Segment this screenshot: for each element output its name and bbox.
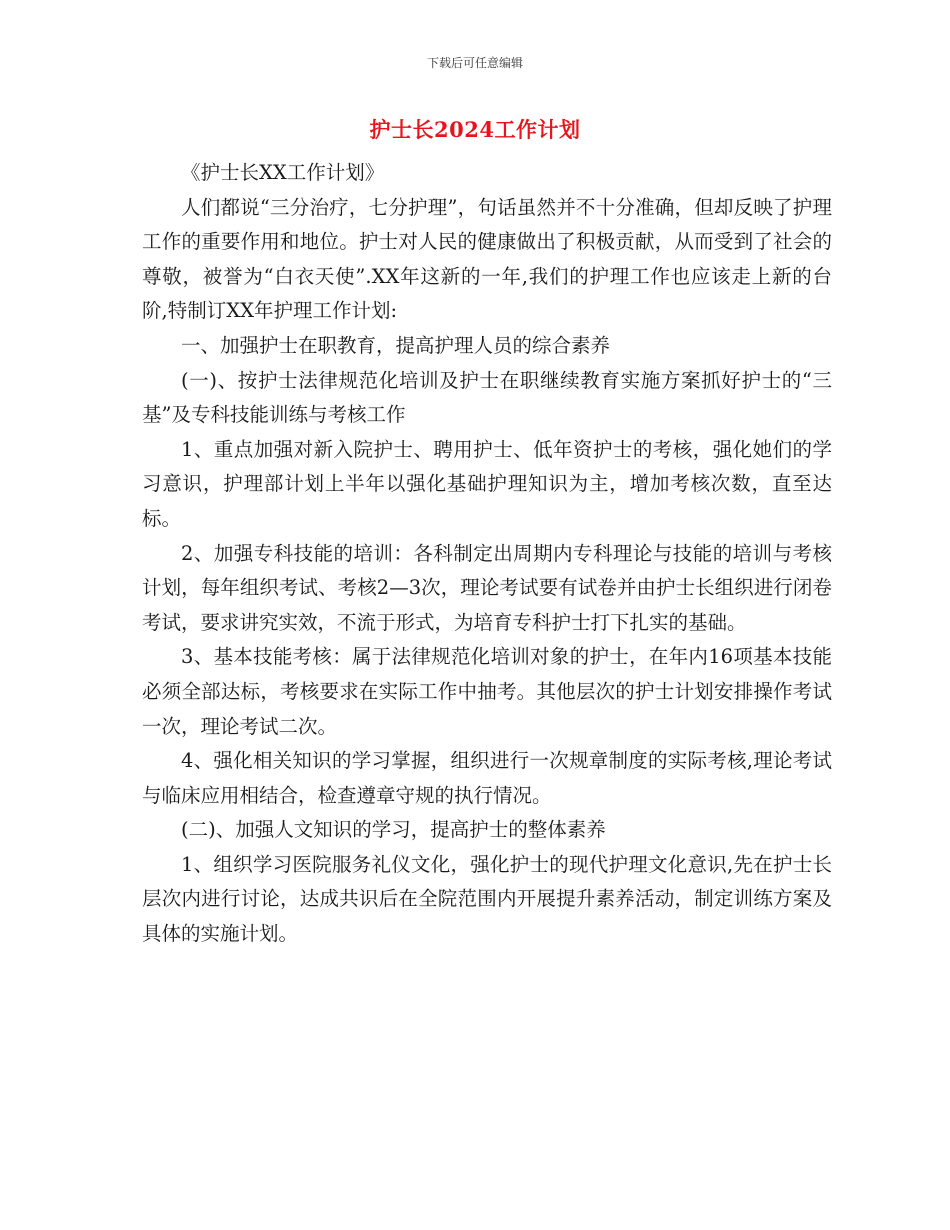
section-heading-1: 一、加强护士在职教育，提高护理人员的综合素养 [181, 333, 611, 357]
paragraph-item-2: 2、加强专科技能的培训：各科制定出周期内专科理论与技能的培训与考核计划，每年组织考试、考核2—3次，理论考试要有试卷并由护士长组织进行闭卷考试，要求讲究实效，不流于形式，为培育专科护士打下扎实的基础。 [142, 541, 832, 634]
paragraph-subtitle: 《护士长XX工作计划》 [181, 161, 385, 184]
document-body [142, 156, 832, 952]
paragraph-item-1: 1、重点加强对新入院护士、聘用护士、低年资护士的考核，强化她们的学习意识，护理部计划上半年以强化基础护理知识为主，增加考核次数，直至达标。 [142, 437, 832, 530]
paragraph-item-5: 1、组织学习医院服务礼仪文化，强化护士的现代护理文化意识,先在护士长层次内进行讨论，达成共识后在全院范围内开展提升素养活动，制定训练方案及具体的实施计划。 [142, 852, 832, 946]
subsection-heading-2: (二)、加强人文知识的学习，提高护士的整体素养 [181, 818, 606, 842]
paragraph-intro: 人们都说“三分治疗，七分护理”，句话虽然并不十分准确，但却反映了护理工作的重要作用和地位。护士对人民的健康做出了积极贡献，从而受到了社会的尊敬，被誉为“白衣天使”.XX年这新的一年,我们的护理工作也应该走上新的台阶,特制订XX年护理工作计划: [142, 195, 832, 323]
subsection-heading-1: (一)、按护士法律规范化培训及护士在职继续教育实施方案抓好护士的“三基”及专科技能训练与考核工作 [142, 368, 832, 427]
paragraph-item-3: 3、基本技能考核：属于法律规范化培训对象的护士，在年内16项基本技能必须全部达标，考核要求在实际工作中抽考。其他层次的护士计划安排操作考试一次，理论考试二次。 [142, 645, 832, 738]
paragraph-item-4: 4、强化相关知识的学习掌握，组织进行一次规章制度的实际考核,理论考试与临床应用相结合，检查遵章守规的执行情况。 [142, 749, 832, 807]
document-title: 护士长2024工作计划 [369, 117, 581, 142]
header-note: 下载后可任意编辑 [426, 56, 523, 70]
